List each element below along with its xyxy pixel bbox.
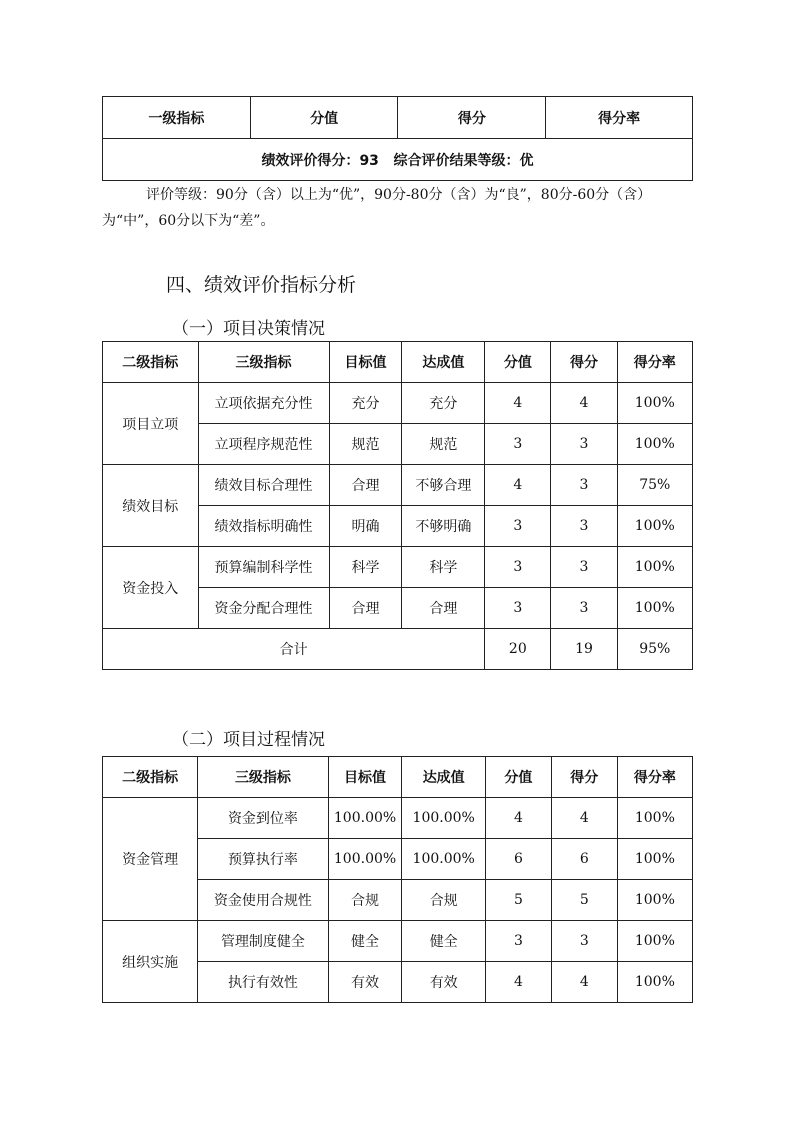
score-value-cell: 6 — [485, 839, 551, 880]
rate-cell: 75% — [617, 465, 692, 506]
achieved-cell: 合规 — [402, 880, 486, 921]
target-cell: 健全 — [328, 921, 402, 962]
result-label: 绩效评价得分： — [261, 152, 360, 169]
achieved-cell: 充分 — [402, 383, 485, 424]
indicator-cell: 预算编制科学性 — [198, 547, 329, 588]
table-header-row — [103, 757, 693, 798]
score-value-cell: 4 — [485, 465, 551, 506]
target-cell: 100.00% — [328, 839, 402, 880]
header-cell: 三级指标 — [198, 757, 328, 798]
rate-cell: 100% — [617, 547, 692, 588]
header-cell: 达成值 — [402, 342, 485, 383]
total-score-value: 20 — [485, 629, 551, 670]
header-cell: 分值 — [485, 342, 551, 383]
indicator-cell: 管理制度健全 — [198, 921, 328, 962]
target-cell: 规范 — [329, 424, 402, 465]
grade-label: 综合评价结果等级： — [393, 152, 520, 169]
score-cell: 4 — [551, 383, 617, 424]
summary-result-row — [103, 139, 693, 181]
header-cell: 二级指标 — [103, 757, 198, 798]
header-cell: 目标值 — [329, 342, 402, 383]
score-value-cell: 4 — [485, 962, 551, 1003]
achieved-cell: 合理 — [402, 588, 485, 629]
indicator-cell: 资金到位率 — [198, 798, 328, 839]
decision-table — [102, 341, 693, 670]
subsection-title-process: （二）项目过程情况 — [172, 730, 325, 750]
score-value-cell: 3 — [485, 424, 551, 465]
achieved-cell: 不够明确 — [402, 506, 485, 547]
score-value-cell: 4 — [485, 383, 551, 424]
indicator-cell: 立项程序规范性 — [198, 424, 329, 465]
group-cell: 资金投入 — [103, 547, 199, 629]
header-cell: 一级指标 — [103, 97, 251, 139]
target-cell: 充分 — [329, 383, 402, 424]
summary-header-row — [103, 97, 693, 139]
target-cell: 明确 — [329, 506, 402, 547]
result-cell — [103, 139, 693, 181]
rate-cell: 100% — [617, 798, 692, 839]
achieved-cell: 100.00% — [402, 798, 486, 839]
total-row — [103, 629, 693, 670]
achieved-cell: 不够合理 — [402, 465, 485, 506]
score-cell: 5 — [551, 880, 617, 921]
header-cell: 目标值 — [328, 757, 402, 798]
header-cell: 得分率 — [617, 342, 692, 383]
group-cell: 绩效目标 — [103, 465, 199, 547]
group-cell: 组织实施 — [103, 921, 198, 1003]
table-row — [103, 465, 693, 506]
indicator-cell: 绩效指标明确性 — [198, 506, 329, 547]
target-cell: 100.00% — [328, 798, 402, 839]
rate-cell: 100% — [617, 506, 692, 547]
score-cell: 4 — [551, 962, 617, 1003]
header-cell: 分值 — [250, 97, 398, 139]
section-title: 四、绩效评价指标分析 — [166, 274, 357, 296]
score-value-cell: 3 — [485, 547, 551, 588]
total-rate: 95% — [617, 629, 692, 670]
score-value-cell: 3 — [485, 921, 551, 962]
summary-table — [102, 96, 693, 181]
target-cell: 合理 — [329, 588, 402, 629]
score-value-cell: 3 — [485, 588, 551, 629]
indicator-cell: 执行有效性 — [198, 962, 328, 1003]
table-row — [103, 921, 693, 962]
achieved-cell: 科学 — [402, 547, 485, 588]
target-cell: 有效 — [328, 962, 402, 1003]
rate-cell: 100% — [617, 962, 692, 1003]
rate-cell: 100% — [617, 839, 692, 880]
indicator-cell: 立项依据充分性 — [198, 383, 329, 424]
achieved-cell: 100.00% — [402, 839, 486, 880]
indicator-cell: 资金分配合理性 — [198, 588, 329, 629]
table-row — [103, 798, 693, 839]
table-header-row — [103, 342, 693, 383]
score-value-cell: 4 — [485, 798, 551, 839]
process-table — [102, 756, 693, 1003]
header-cell: 分值 — [485, 757, 551, 798]
rate-cell: 100% — [617, 921, 692, 962]
score-value-cell: 5 — [485, 880, 551, 921]
header-cell: 得分 — [551, 342, 617, 383]
group-cell: 资金管理 — [103, 798, 198, 921]
target-cell: 合规 — [328, 880, 402, 921]
total-score: 19 — [551, 629, 617, 670]
rate-cell: 100% — [617, 424, 692, 465]
grading-note: 评价等级：90分（含）以上为“优”，90分-80分（含）为“良”，80分-60分（含）为“中”，60分以下为“差”。 — [102, 187, 652, 229]
table-row — [103, 383, 693, 424]
score-cell: 6 — [551, 839, 617, 880]
achieved-cell: 规范 — [402, 424, 485, 465]
header-cell: 得分率 — [546, 97, 693, 139]
score-cell: 3 — [551, 547, 617, 588]
header-cell: 达成值 — [402, 757, 486, 798]
subsection-title-decision: （一）项目决策情况 — [172, 319, 325, 339]
score-cell: 3 — [551, 588, 617, 629]
score-cell: 3 — [551, 506, 617, 547]
grade-value: 优 — [519, 152, 534, 169]
target-cell: 合理 — [329, 465, 402, 506]
target-cell: 科学 — [329, 547, 402, 588]
header-cell: 三级指标 — [198, 342, 329, 383]
header-cell: 二级指标 — [103, 342, 199, 383]
rate-cell: 100% — [617, 880, 692, 921]
result-score: 93 — [359, 152, 379, 169]
score-cell: 3 — [551, 921, 617, 962]
table-row — [103, 547, 693, 588]
score-cell: 4 — [551, 798, 617, 839]
group-cell: 项目立项 — [103, 383, 199, 465]
indicator-cell: 预算执行率 — [198, 839, 328, 880]
score-cell: 3 — [551, 424, 617, 465]
score-cell: 3 — [551, 465, 617, 506]
achieved-cell: 健全 — [402, 921, 486, 962]
indicator-cell: 资金使用合规性 — [198, 880, 328, 921]
achieved-cell: 有效 — [402, 962, 486, 1003]
header-cell: 得分 — [551, 757, 617, 798]
rate-cell: 100% — [617, 588, 692, 629]
header-cell: 得分率 — [617, 757, 692, 798]
score-value-cell: 3 — [485, 506, 551, 547]
indicator-cell: 绩效目标合理性 — [198, 465, 329, 506]
rate-cell: 100% — [617, 383, 692, 424]
total-label: 合计 — [103, 629, 485, 670]
header-cell: 得分 — [398, 97, 546, 139]
